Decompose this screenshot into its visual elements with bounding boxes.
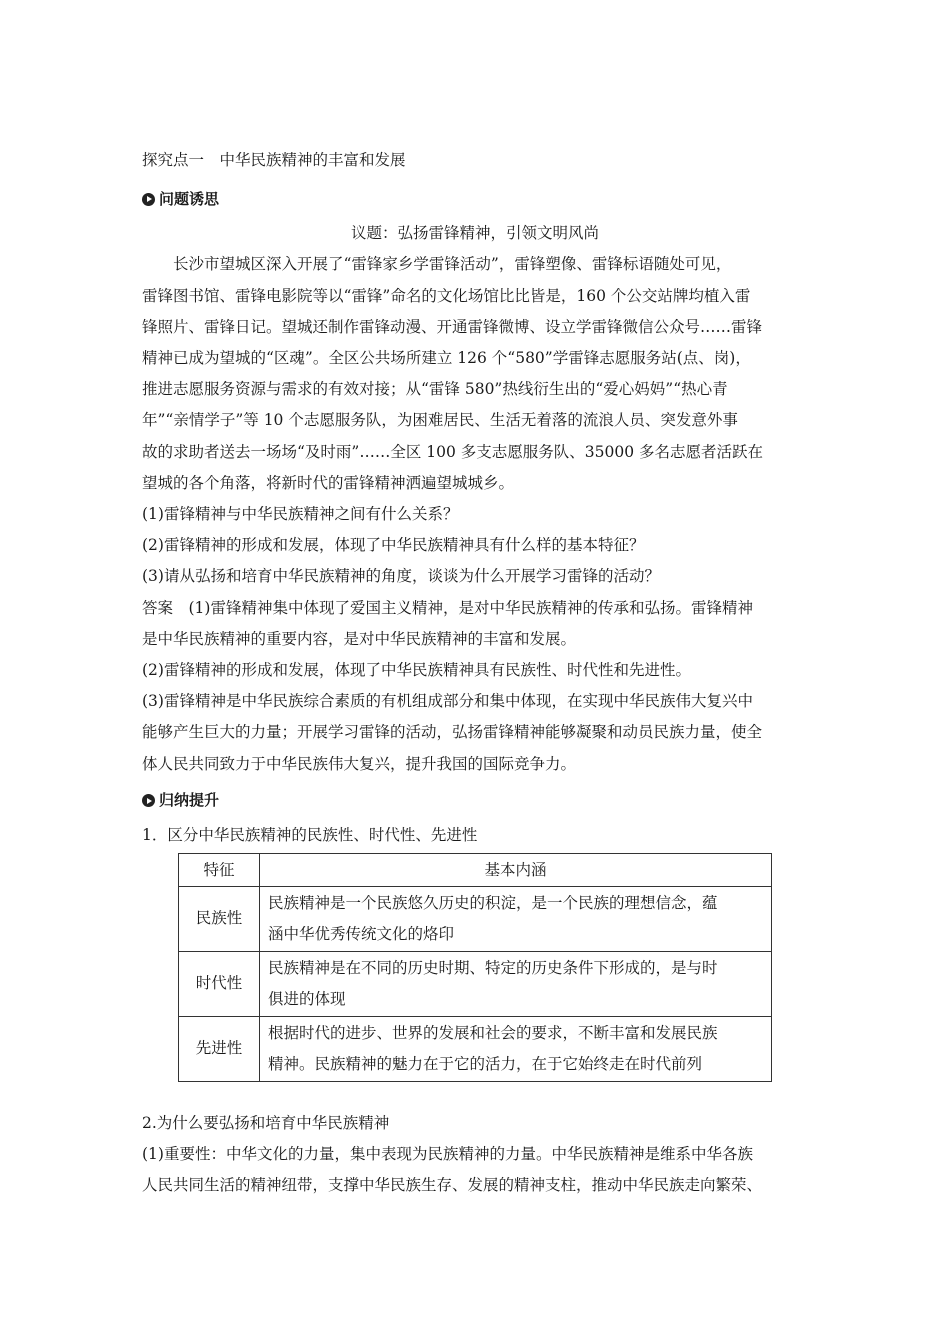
- table-row: [179, 887, 772, 952]
- question-item: (1)雷锋精神与中华民族精神之间有什么关系？: [142, 505, 459, 524]
- paragraph-line: 雷锋图书馆、雷锋电影院等以“雷锋”命名的文化场馆比比皆是，160 个公交站牌均植入雷: [142, 286, 751, 305]
- description-cell: [260, 952, 772, 1017]
- paragraph-line: 精神已成为望城的“区魂”。全区公共场所建立 126 个“580”学雷锋志愿服务站(点、岗)，: [142, 349, 751, 368]
- answer-line: 答案 (1)雷锋精神集中体现了爱国主义精神，是对中华民族精神的传承和弘扬。雷锋精神: [142, 598, 753, 617]
- play-circle-icon: [142, 794, 155, 807]
- description-line: 涵中华优秀传统文化的烙印: [268, 925, 455, 944]
- answer-line: (3)雷锋精神是中华民族综合素质的有机组成部分和集中体现，在实现中华民族伟大复兴中: [142, 692, 753, 711]
- paragraph-line: 望城的各个角落，将新时代的雷锋精神洒遍望城城乡。: [142, 473, 515, 492]
- table-header-row: [179, 854, 772, 887]
- item-title: 1．区分中华民族精神的民族性、时代性、先进性: [142, 825, 478, 844]
- case-paragraph: [142, 249, 808, 499]
- paragraph-line: 故的求助者送去一场场“及时雨”……全区 100 多支志愿服务队、35000 多名志愿者活跃在: [142, 442, 764, 461]
- section-heading: 探究点一 中华民族精神的丰富和发展: [142, 151, 406, 169]
- answer-block: [142, 593, 808, 780]
- play-circle-icon: [142, 193, 155, 206]
- description-cell: [260, 887, 772, 952]
- table-row: [179, 952, 772, 1017]
- body-line: (1)重要性：中华文化的力量，集中表现为民族精神的力量。中华民族精神是维系中华各族: [142, 1145, 753, 1164]
- answer-line: (2)雷锋精神的形成和发展，体现了中华民族精神具有民族性、时代性和先进性。: [142, 661, 691, 680]
- answer-line: 能够产生巨大的力量；开展学习雷锋的活动，弘扬雷锋精神能够凝聚和动员民族力量，使全: [142, 723, 763, 742]
- document-body: [142, 145, 808, 1202]
- table-row: [179, 1017, 772, 1082]
- description-line: 俱进的体现: [268, 990, 346, 1009]
- feature-cell: 民族性: [179, 887, 260, 952]
- feature-table: [178, 853, 772, 1082]
- answer-line: 是中华民族精神的重要内容，是对中华民族精神的丰富和发展。: [142, 629, 577, 648]
- paragraph-line: 推进志愿服务资源与需求的有效对接；从“雷锋 580”热线衍生出的“爱心妈妈”“热心青: [142, 380, 728, 399]
- description-line: 民族精神是在不同的历史时期、特定的历史条件下形成的，是与时: [268, 959, 718, 978]
- description-cell: [260, 1017, 772, 1082]
- question-item: (2)雷锋精神的形成和发展，体现了中华民族精神具有什么样的基本特征？: [142, 536, 645, 555]
- section-tag-label: 问题诱思: [159, 189, 220, 208]
- description-line: 民族精神是一个民族悠久历史的积淀，是一个民族的理想信念，蕴: [268, 894, 718, 913]
- section-tag-questions: [142, 184, 808, 214]
- body-line: 人民共同生活的精神纽带，支撑中华民族生存、发展的精神支柱，推动中华民族走向繁荣、: [142, 1176, 763, 1195]
- item-title: 2.为什么要弘扬和培育中华民族精神: [142, 1114, 390, 1133]
- description-line: 精神。民族精神的魅力在于它的活力，在于它始终走在时代前列: [268, 1055, 703, 1074]
- section-tag-summary: [142, 786, 808, 816]
- feature-cell: 先进性: [179, 1017, 260, 1082]
- feature-cell: 时代性: [179, 952, 260, 1017]
- paragraph-line: 长沙市望城区深入开展了“雷锋家乡学雷锋活动”，雷锋塑像、雷锋标语随处可见，: [173, 255, 732, 274]
- question-item: (3)请从弘扬和培育中华民族精神的角度，谈谈为什么开展学习雷锋的活动？: [142, 567, 660, 586]
- table-header-cell: 特征: [179, 854, 260, 887]
- table-header-cell: 基本内涵: [260, 854, 772, 887]
- topic-title: 议题：弘扬雷锋精神，引领文明风尚: [350, 224, 599, 243]
- question-list: [142, 499, 808, 593]
- answer-line: 体人民共同致力于中华民族伟大复兴，提升我国的国际竞争力。: [142, 754, 577, 773]
- section-tag-label: 归纳提升: [159, 791, 220, 810]
- description-line: 根据时代的进步、世界的发展和社会的要求，不断丰富和发展民族: [268, 1024, 718, 1043]
- paragraph-line: 锋照片、雷锋日记。望城还制作雷锋动漫、开通雷锋微博、设立学雷锋微信公众号……雷锋: [142, 317, 763, 336]
- paragraph-line: 年”“亲情学子”等 10 个志愿服务队，为困难居民、生活无着落的流浪人员、突发意外事: [142, 411, 738, 430]
